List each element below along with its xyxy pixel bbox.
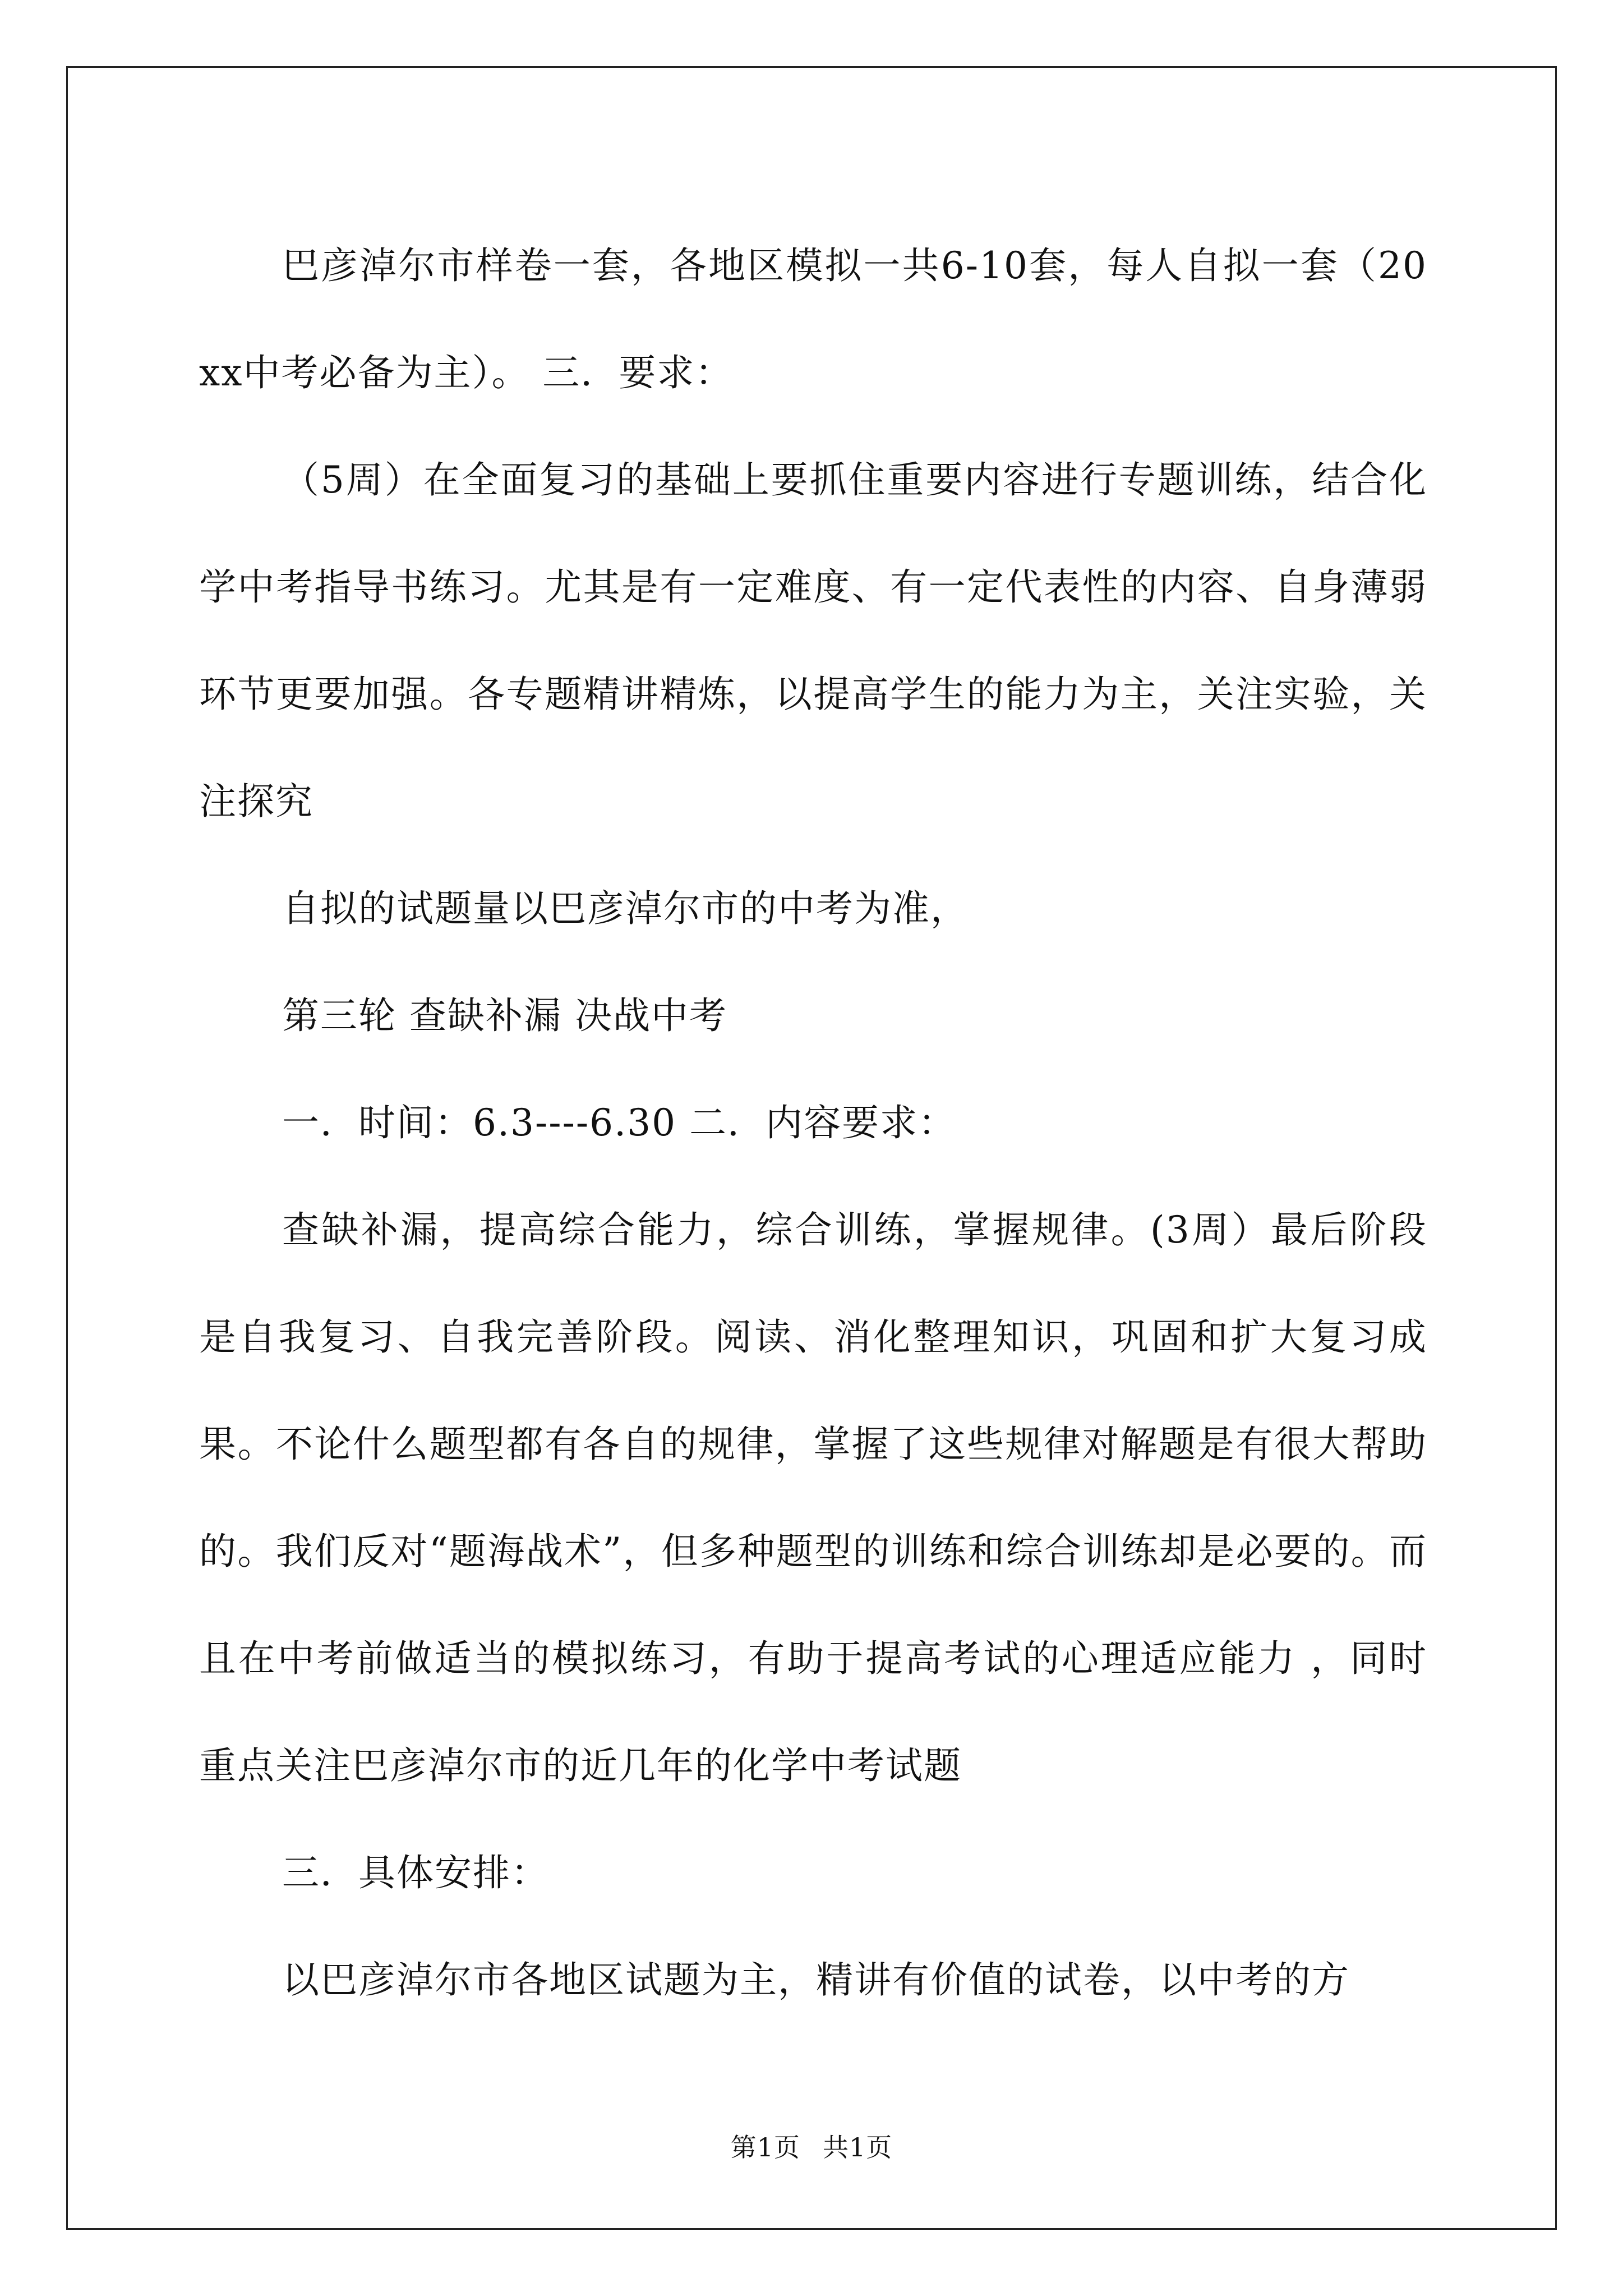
- paragraph-4-heading: 第三轮 查缺补漏 决战中考: [282, 994, 727, 1037]
- document-body: [199, 212, 1427, 2033]
- paragraph-6: 查缺补漏，提高综合能力，综合训练，掌握规律。(3周）最后阶段是自我复习、自我完善阶段。阅读、消化整理知识，巩固和扩大复习成果。不论什么题型都有各自的规律，掌握了这些规律对解题是有很大帮助的。我们反对“题海战术”，但多种题型的训练和综合训练却是必要的。而且在中考前做适当的模拟练习，有助于提高考试的心理适应能力 ，同时重点关注巴彦淖尔市的近几年的化学中考试题: [199, 1208, 1427, 1787]
- paragraph-5: 一．时间：6.3----6.30 二．内容要求：: [282, 1101, 957, 1144]
- page-total: 共1页: [823, 2132, 893, 2162]
- page-number: 第1页: [730, 2132, 800, 2162]
- paragraph-3: 自拟的试题量以巴彦淖尔市的中考为准，: [282, 887, 969, 930]
- paragraph-8: 以巴彦淖尔市各地区试题为主，精讲有价值的试卷，以中考的方: [282, 1958, 1350, 2001]
- page-footer: [0, 2131, 1623, 2164]
- paragraph-1: 巴彦淖尔市样卷一套，各地区模拟一共6-10套，每人自拟一套（20xx中考必备为主）。 三．要求：: [199, 244, 1427, 394]
- paragraph-7-heading: 三．具体安排：: [282, 1851, 549, 1894]
- paragraph-2: （5周）在全面复习的基础上要抓住重要内容进行专题训练，结合化学中考指导书练习。尤其是有一定难度、有一定代表性的内容、自身薄弱环节更要加强。各专题精讲精炼，以提高学生的能力为主，关注实验，关注探究: [199, 458, 1427, 823]
